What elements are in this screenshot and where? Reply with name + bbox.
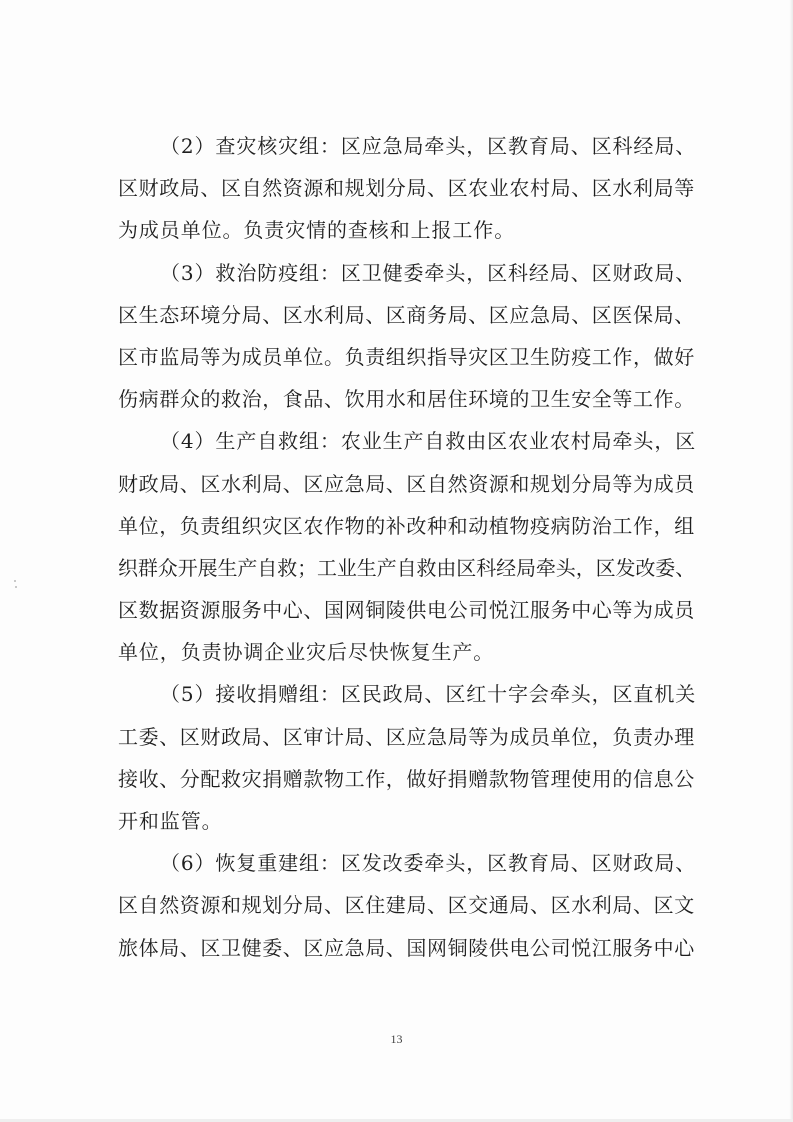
paragraph-2-line-3: 为成员单位。负责灾情的查核和上报工作。	[118, 218, 516, 243]
page-number: 13	[390, 1032, 403, 1046]
paragraph-3-line-2: 区生态环境分局、区水利局、区商务局、区应急局、区医保局、	[118, 302, 695, 327]
scan-speck	[14, 580, 16, 582]
paragraph-3-line-1: （3）救治防疫组：区卫健委牵头，区科经局、区财政局、	[160, 260, 697, 285]
document-body	[118, 125, 696, 969]
paragraph-4-line-3: 单位，负责组织灾区农作物的补改种和动植物疫病防治工作，组	[118, 513, 695, 538]
paragraph-4-line-5: 区数据资源服务中心、国网铜陵供电公司悦江服务中心等为成员	[118, 598, 695, 623]
scan-speck	[15, 586, 17, 588]
paragraph-6-line-1: （6）恢复重建组：区发改委牵头，区教育局、区财政局、	[160, 851, 697, 876]
paragraph-3-line-3: 区市监局等为成员单位。负责组织指导灾区卫生防疫工作，做好	[118, 344, 695, 369]
paragraph-5-line-3: 接收、分配救灾捐赠款物工作，做好捐赠款物管理使用的信息公	[118, 766, 695, 791]
paragraph-2-line-1: （2）查灾核灾组：区应急局牵头，区教育局、区科经局、	[160, 134, 697, 158]
paragraph-6-line-2: 区自然资源和规划分局、区住建局、区交通局、区水利局、区文	[118, 893, 695, 918]
scan-shadow-edge	[789, 0, 793, 1122]
paragraph-4-line-4: 织群众开展生产自救；工业生产自救由区科经局牵头，区发改委、	[118, 555, 696, 580]
paragraph-4-line-2: 财政局、区水利局、区应急局、区自然资源和规划分局等为成员	[118, 471, 695, 496]
paragraph-4-line-6: 单位，负责协调企业灾后尽快恢复生产。	[118, 640, 495, 665]
paragraph-3-line-4: 伤病群众的救治，食品、饮用水和居住环境的卫生安全等工作。	[118, 387, 695, 412]
paragraph-5-line-1: （5）接收捐赠组：区民政局、区红十字会牵头，区直机关	[160, 682, 697, 707]
paragraph-5-line-2: 工委、区财政局、区审计局、区应急局等为成员单位，负责办理	[118, 724, 695, 749]
paragraph-2-line-2: 区财政局、区自然资源和规划分局、区农业农村局、区水利局等	[118, 176, 695, 201]
paragraph-4-line-1: （4）生产自救组：农业生产自救由区农业农村局牵头，区	[160, 429, 697, 454]
paragraph-5-line-4: 开和监管。	[118, 809, 223, 833]
paragraph-6-line-3: 旅体局、区卫健委、区应急局、国网铜陵供电公司悦江服务中心	[118, 935, 695, 960]
